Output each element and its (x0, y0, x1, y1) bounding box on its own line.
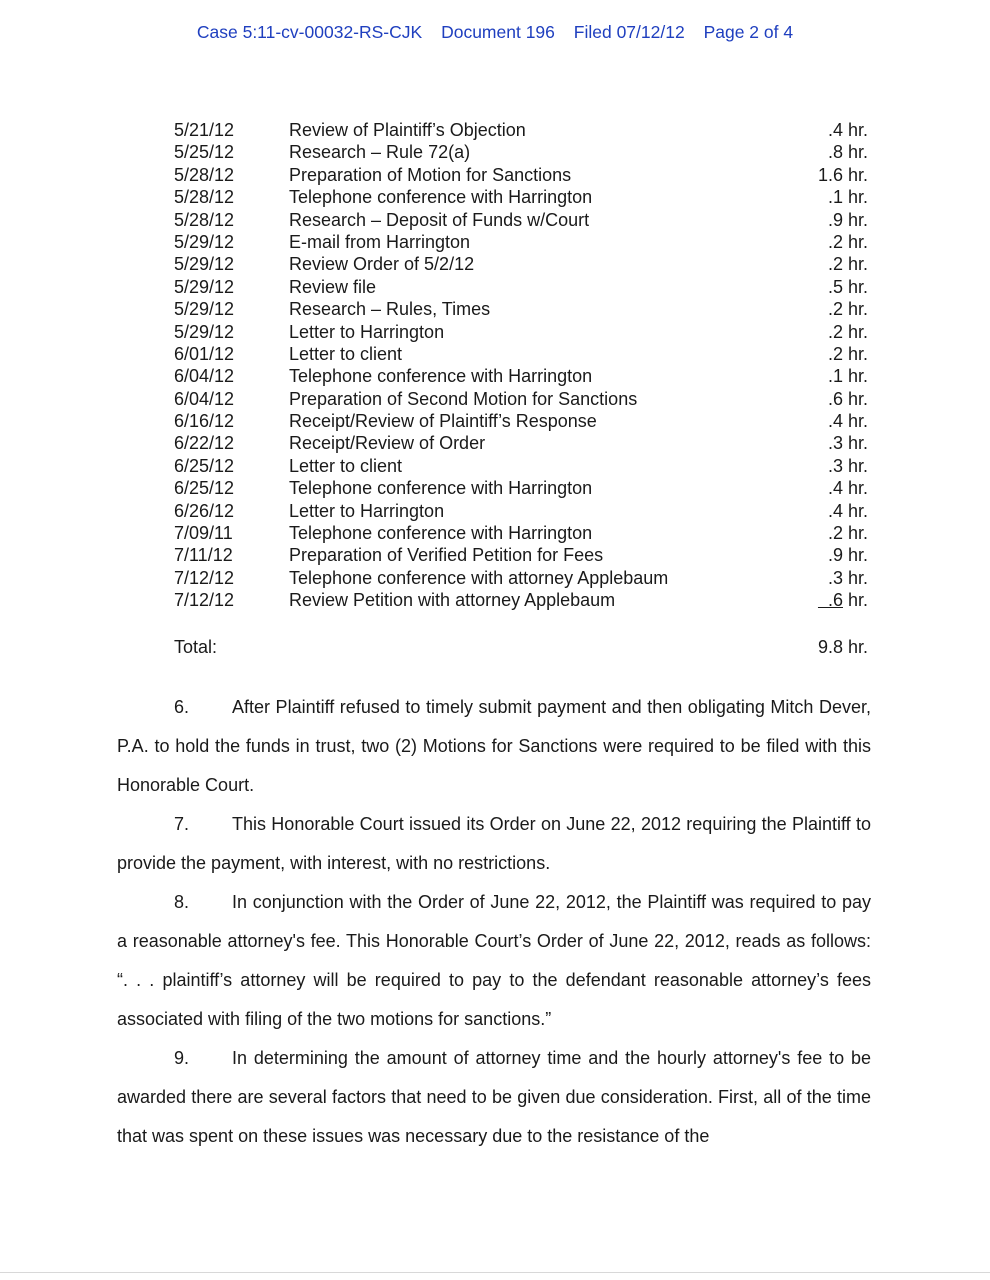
time-entry-row (174, 164, 868, 186)
entry-hours: 1.6 hr. (817, 164, 868, 185)
entry-date: 5/29/12 (174, 231, 235, 252)
time-entries-table (174, 119, 868, 612)
entry-date: 7/11/12 (174, 545, 233, 566)
entry-date: 5/29/12 (174, 254, 235, 275)
entry-hours: .3 hr. (827, 567, 868, 588)
entry-description: Preparation of Second Motion for Sanctions (289, 388, 638, 409)
entry-description: Preparation of Motion for Sanctions (289, 164, 572, 185)
entry-date: 5/28/12 (174, 187, 235, 208)
paragraph-number: 9. (174, 1048, 190, 1068)
entry-hours-underlined: .6 (817, 590, 843, 611)
time-entry-row (174, 365, 868, 387)
entry-description: Research – Deposit of Funds w/Court (289, 209, 590, 230)
paragraph-8 (117, 883, 871, 1039)
entry-date: 6/04/12 (174, 388, 235, 409)
time-entry-row (174, 298, 868, 320)
entry-date: 7/12/12 (174, 567, 235, 588)
page-bottom-edge (0, 1272, 990, 1273)
entry-hours: .3 hr. (827, 433, 868, 454)
time-entry-row (174, 500, 868, 522)
time-entry-row (174, 410, 868, 432)
entry-date: 6/26/12 (174, 500, 235, 521)
entry-date: 5/21/12 (174, 120, 235, 140)
time-entry-row (174, 186, 868, 208)
entry-date: 5/25/12 (174, 142, 235, 163)
entry-description: Telephone conference with attorney Applebaum (289, 567, 669, 588)
paragraph-9 (117, 1039, 871, 1156)
entry-hours: .2 hr. (827, 254, 868, 275)
entry-date: 6/04/12 (174, 366, 235, 387)
entry-date: 5/29/12 (174, 299, 235, 320)
paragraph-text: After Plaintiff refused to timely submit payment and then obligating Mitch Dever, P.A. to hold the funds in trust, two (2) Motions for Sanctions were required to be filed with this Honorable Court. (117, 697, 871, 795)
time-entry-row (174, 141, 868, 163)
entry-hours: .9 hr. (827, 545, 868, 566)
entry-hours: .2 hr. (827, 299, 868, 320)
time-entry-row (174, 388, 868, 410)
time-entry-row (174, 343, 868, 365)
entry-hours: .5 hr. (827, 276, 868, 297)
entry-date: 6/25/12 (174, 455, 235, 476)
paragraph-7 (117, 805, 871, 883)
entry-hours: .6 hr. (827, 388, 868, 409)
paragraph-number: 8. (174, 892, 190, 912)
entry-description: Letter to Harrington (289, 500, 445, 521)
entry-description: Telephone conference with Harrington (289, 366, 593, 387)
entry-description: Research – Rules, Times (289, 299, 491, 320)
filed-date: Filed 07/12/12 (573, 22, 685, 42)
entry-description: Letter to client (289, 455, 403, 476)
paragraph-text: This Honorable Court issued its Order on June 22, 2012 requiring the Plaintiff to provide the payment, with interest, with no restrictions. (117, 814, 871, 873)
time-entry-row (174, 567, 868, 589)
paragraph-number: 6. (174, 697, 190, 717)
time-entry-row (174, 119, 868, 141)
entry-description: E-mail from Harrington (289, 231, 471, 252)
time-entry-row (174, 477, 868, 499)
entry-hours: .6 hr. (817, 590, 868, 611)
entry-date: 5/28/12 (174, 164, 235, 185)
time-entry-row (174, 589, 868, 611)
entry-hours: .3 hr. (827, 455, 868, 476)
time-entry-row (174, 321, 868, 343)
entry-hours: .4 hr. (827, 478, 868, 499)
entry-description: Review Petition with attorney Applebaum (289, 590, 616, 611)
entry-date: 5/29/12 (174, 321, 235, 342)
total-value: 9.8 hr. (817, 637, 868, 657)
entry-description: Review of Plaintiff’s Objection (289, 120, 526, 140)
time-entry-row (174, 276, 868, 298)
entry-hours: .9 hr. (827, 209, 868, 230)
court-header (0, 22, 990, 43)
entry-description: Review Order of 5/2/12 (289, 254, 475, 275)
entry-hours: .2 hr. (827, 321, 868, 342)
total-label: Total: (174, 637, 218, 657)
time-entry-row (174, 432, 868, 454)
entry-hours: .2 hr. (827, 523, 868, 544)
entry-hours: .4 hr. (827, 500, 868, 521)
paragraph-6 (117, 688, 871, 805)
entry-hours: .4 hr. (827, 411, 868, 432)
time-entry-row (174, 253, 868, 275)
entry-description: Letter to Harrington (289, 321, 445, 342)
document-number: Document 196 (441, 22, 555, 42)
entry-description: Telephone conference with Harrington (289, 187, 593, 208)
time-entry-row (174, 544, 868, 566)
body-paragraphs (117, 688, 871, 1156)
time-entry-row (174, 455, 868, 477)
time-entry-row (174, 522, 868, 544)
entry-hours: .1 hr. (827, 187, 868, 208)
entry-hours: .1 hr. (827, 366, 868, 387)
page-number: Page 2 of 4 (703, 22, 794, 42)
entry-description: Receipt/Review of Plaintiff’s Response (289, 411, 597, 432)
entry-description: Telephone conference with Harrington (289, 478, 593, 499)
entry-description: Review file (289, 276, 377, 297)
paragraph-text: In conjunction with the Order of June 22, 2012, the Plaintiff was required to pay a reasonable attorney's fee. This Honorable Court’s Order of June 22, 2012, reads as follows: “. . . plaintiff’s attorney will be required to pay to the defendant reasonable attorney’s fees associated with filing of the two motions for sanctions.” (117, 892, 871, 1029)
entry-date: 5/28/12 (174, 209, 235, 230)
entry-date: 6/22/12 (174, 433, 235, 454)
entry-date: 5/29/12 (174, 276, 235, 297)
entry-hours: .2 hr. (827, 343, 868, 364)
paragraph-number: 7. (174, 814, 190, 834)
entry-date: 6/16/12 (174, 411, 235, 432)
time-entry-row (174, 209, 868, 231)
entry-hours: .4 hr. (827, 120, 868, 140)
entry-description: Research – Rule 72(a) (289, 142, 471, 163)
entry-hours: .8 hr. (827, 142, 868, 163)
entry-description: Letter to client (289, 343, 403, 364)
total-row (174, 636, 868, 658)
entry-description: Preparation of Verified Petition for Fees (289, 545, 604, 566)
case-number: Case 5:11-cv-00032-RS-CJK (196, 22, 423, 42)
entry-date: 7/12/12 (174, 590, 235, 611)
time-entry-row (174, 231, 868, 253)
entry-date: 6/25/12 (174, 478, 235, 499)
entry-description: Telephone conference with Harrington (289, 523, 593, 544)
entry-description: Receipt/Review of Order (289, 433, 486, 454)
entry-hours: .2 hr. (827, 231, 868, 252)
entry-date: 7/09/11 (174, 523, 233, 544)
entry-date: 6/01/12 (174, 343, 235, 364)
paragraph-text: In determining the amount of attorney time and the hourly attorney's fee to be awarded there are several factors that need to be given due consideration. First, all of the time that was spent on these issues was necessary due to the resistance of the (117, 1048, 871, 1146)
